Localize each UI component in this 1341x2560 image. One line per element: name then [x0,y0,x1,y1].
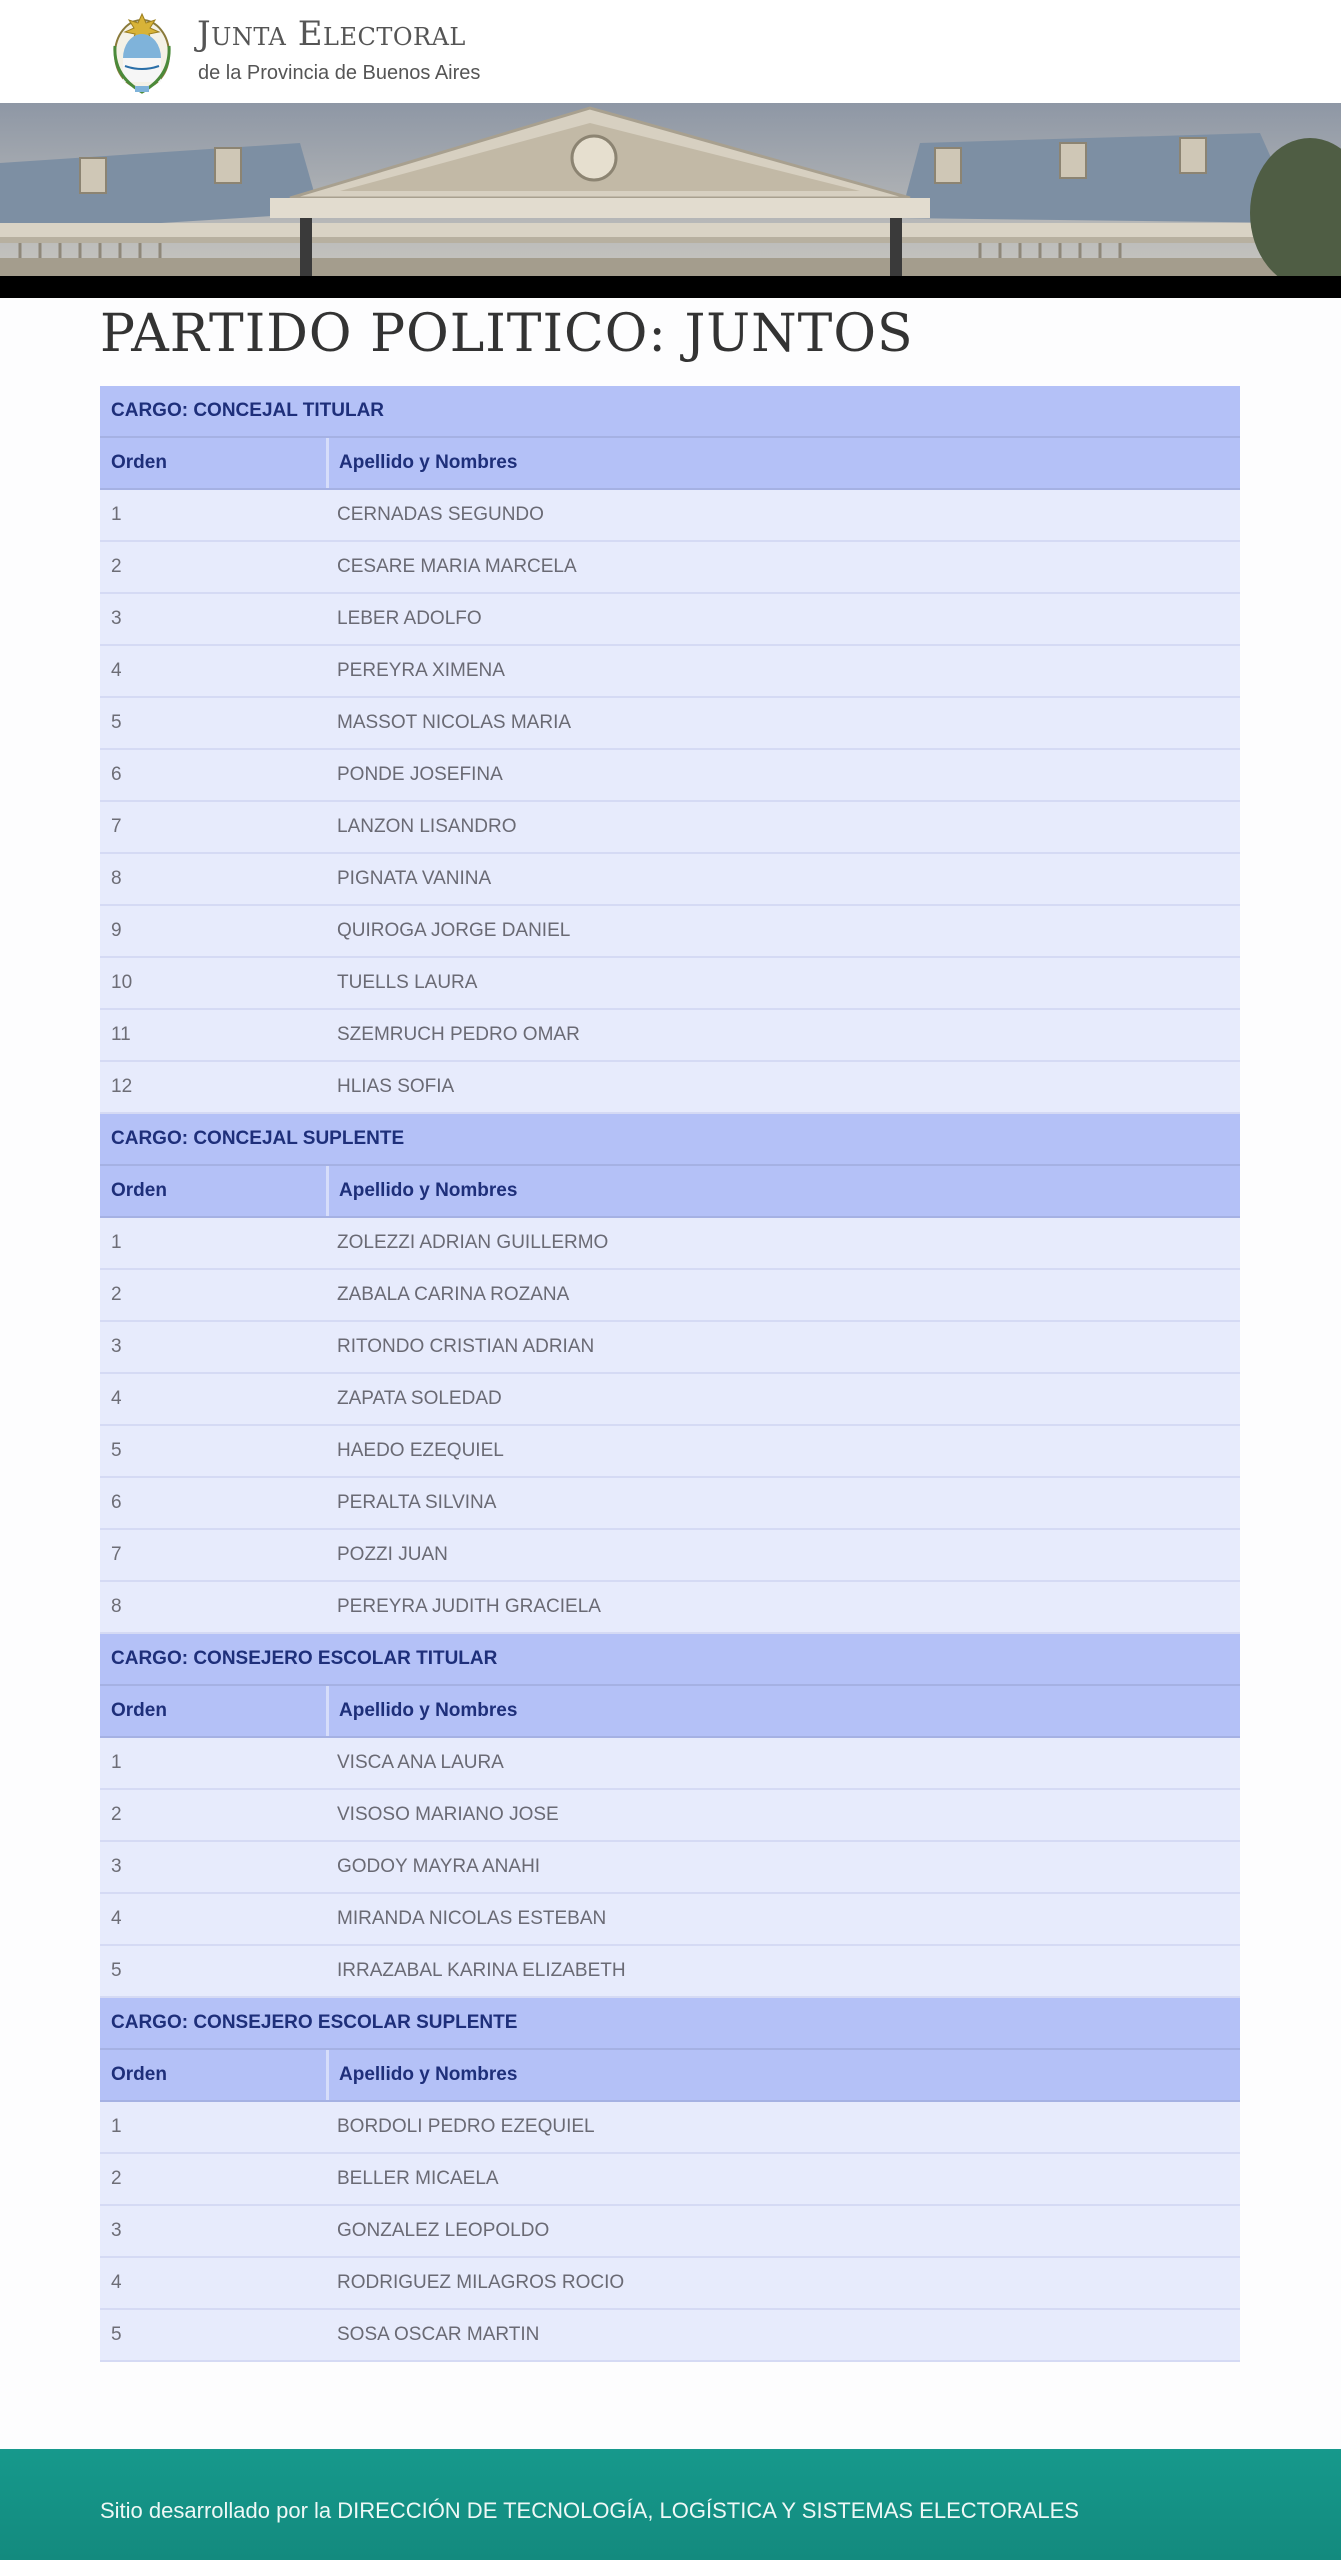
orden-cell: 4 [111,660,122,681]
orden-cell: 1 [111,1752,122,1773]
cargo-title: CARGO: CONCEJAL SUPLENTE [111,1128,405,1149]
nombre-cell: ZABALA CARINA ROZANA [337,1284,570,1305]
orden-cell: 12 [111,1076,133,1097]
table-column-header [100,438,1240,490]
table-row [100,1894,1240,1946]
coat-of-arms-icon[interactable] [111,6,173,96]
table-row [100,542,1240,594]
nombre-cell: PONDE JOSEFINA [337,764,503,785]
column-header-orden: Orden [111,1700,167,1721]
orden-cell: 1 [111,504,122,525]
orden-cell: 3 [111,1336,122,1357]
nombre-cell: HAEDO EZEQUIEL [337,1440,504,1461]
table-row [100,750,1240,802]
nombre-cell: PEREYRA XIMENA [337,660,505,681]
table-row [100,854,1240,906]
table-row [100,1062,1240,1114]
candidates-table [100,386,1240,2362]
column-header-nombre: Apellido y Nombres [339,1180,518,1201]
orden-cell: 2 [111,2168,122,2189]
nombre-cell: LANZON LISANDRO [337,816,517,837]
table-row [100,1270,1240,1322]
table-row [100,1582,1240,1634]
column-divider [326,2050,329,2100]
column-header-orden: Orden [111,452,167,473]
site-footer [0,2449,1341,2560]
nombre-cell: QUIROGA JORGE DANIEL [337,920,571,941]
table-row [100,2154,1240,2206]
nombre-cell: TUELLS LAURA [337,972,478,993]
orden-cell: 1 [111,1232,122,1253]
site-subtitle: de la Provincia de Buenos Aires [198,62,481,84]
orden-cell: 7 [111,1544,122,1565]
orden-cell: 4 [111,1908,122,1929]
table-row [100,906,1240,958]
orden-cell: 4 [111,2272,122,2293]
table-row [100,1842,1240,1894]
cargo-title: CARGO: CONCEJAL TITULAR [111,400,385,421]
table-column-header [100,1166,1240,1218]
table-column-header [100,1686,1240,1738]
orden-cell: 10 [111,972,133,993]
nombre-cell: SOSA OSCAR MARTIN [337,2324,540,2345]
table-row [100,1946,1240,1998]
site-header [0,0,1341,103]
nombre-cell: MIRANDA NICOLAS ESTEBAN [337,1908,607,1929]
table-row [100,1374,1240,1426]
table-column-header [100,2050,1240,2102]
nombre-cell: GODOY MAYRA ANAHI [337,1856,541,1877]
table-row [100,2258,1240,2310]
orden-cell: 2 [111,1804,122,1825]
table-row [100,1010,1240,1062]
orden-cell: 2 [111,1284,122,1305]
cargo-title: CARGO: CONSEJERO ESCOLAR SUPLENTE [111,2012,518,2033]
site-title[interactable]: Junta Electoral [197,14,466,54]
column-divider [326,1686,329,1736]
table-row [100,1218,1240,1270]
cargo-section-header [100,1114,1240,1166]
nombre-cell: BORDOLI PEDRO EZEQUIEL [337,2116,595,2137]
nombre-cell: BELLER MICAELA [337,2168,499,2189]
column-header-orden: Orden [111,1180,167,1201]
orden-cell: 6 [111,764,122,785]
nombre-cell: HLIAS SOFIA [337,1076,455,1097]
nombre-cell: PIGNATA VANINA [337,868,492,889]
nombre-cell: CESARE MARIA MARCELA [337,556,577,577]
orden-cell: 11 [111,1024,131,1045]
orden-cell: 7 [111,816,122,837]
table-row [100,958,1240,1010]
cargo-section-header [100,1634,1240,1686]
table-row [100,646,1240,698]
nombre-cell: LEBER ADOLFO [337,608,482,629]
nombre-cell: GONZALEZ LEOPOLDO [337,2220,550,2241]
nombre-cell: RODRIGUEZ MILAGROS ROCIO [337,2272,625,2293]
table-row [100,2206,1240,2258]
cargo-title: CARGO: CONSEJERO ESCOLAR TITULAR [111,1648,498,1669]
table-row [100,802,1240,854]
column-header-nombre: Apellido y Nombres [339,2064,518,2085]
column-header-nombre: Apellido y Nombres [339,452,518,473]
nombre-cell: VISCA ANA LAURA [337,1752,504,1773]
hero-banner-image [0,103,1341,276]
cargo-section-header [100,1998,1240,2050]
orden-cell: 3 [111,2220,122,2241]
orden-cell: 5 [111,1440,122,1461]
orden-cell: 5 [111,712,122,733]
orden-cell: 8 [111,868,122,889]
column-header-orden: Orden [111,2064,167,2085]
table-row [100,1530,1240,1582]
nombre-cell: VISOSO MARIANO JOSE [337,1804,559,1825]
orden-cell: 5 [111,1960,122,1981]
table-row [100,1738,1240,1790]
table-row [100,1426,1240,1478]
nombre-cell: MASSOT NICOLAS MARIA [337,712,572,733]
orden-cell: 9 [111,920,122,941]
nombre-cell: RITONDO CRISTIAN ADRIAN [337,1336,595,1357]
orden-cell: 1 [111,2116,122,2137]
column-divider [326,438,329,488]
orden-cell: 5 [111,2324,122,2345]
table-row [100,1322,1240,1374]
column-header-nombre: Apellido y Nombres [339,1700,518,1721]
nombre-cell: IRRAZABAL KARINA ELIZABETH [337,1960,626,1981]
table-row [100,2102,1240,2154]
table-row [100,2310,1240,2362]
orden-cell: 4 [111,1388,122,1409]
orden-cell: 2 [111,556,122,577]
table-row [100,698,1240,750]
nombre-cell: CERNADAS SEGUNDO [337,504,544,525]
nombre-cell: PERALTA SILVINA [337,1492,497,1513]
orden-cell: 3 [111,608,122,629]
table-row [100,594,1240,646]
table-row [100,490,1240,542]
nombre-cell: ZOLEZZI ADRIAN GUILLERMO [337,1232,609,1253]
nombre-cell: ZAPATA SOLEDAD [337,1388,502,1409]
nombre-cell: POZZI JUAN [337,1544,448,1565]
orden-cell: 3 [111,1856,122,1877]
orden-cell: 8 [111,1596,122,1617]
cargo-section-header [100,386,1240,438]
banner-bottom-bar [0,276,1341,298]
nombre-cell: SZEMRUCH PEDRO OMAR [337,1024,580,1045]
orden-cell: 6 [111,1492,122,1513]
table-row [100,1790,1240,1842]
page-title: PARTIDO POLITICO: JUNTOS [100,304,914,364]
nombre-cell: PEREYRA JUDITH GRACIELA [337,1596,601,1617]
table-row [100,1478,1240,1530]
footer-credit: Sitio desarrollado por la DIRECCIÓN DE TECNOLOGÍA, LOGÍSTICA Y SISTEMAS ELECTORALES [100,2498,1079,2523]
column-divider [326,1166,329,1216]
